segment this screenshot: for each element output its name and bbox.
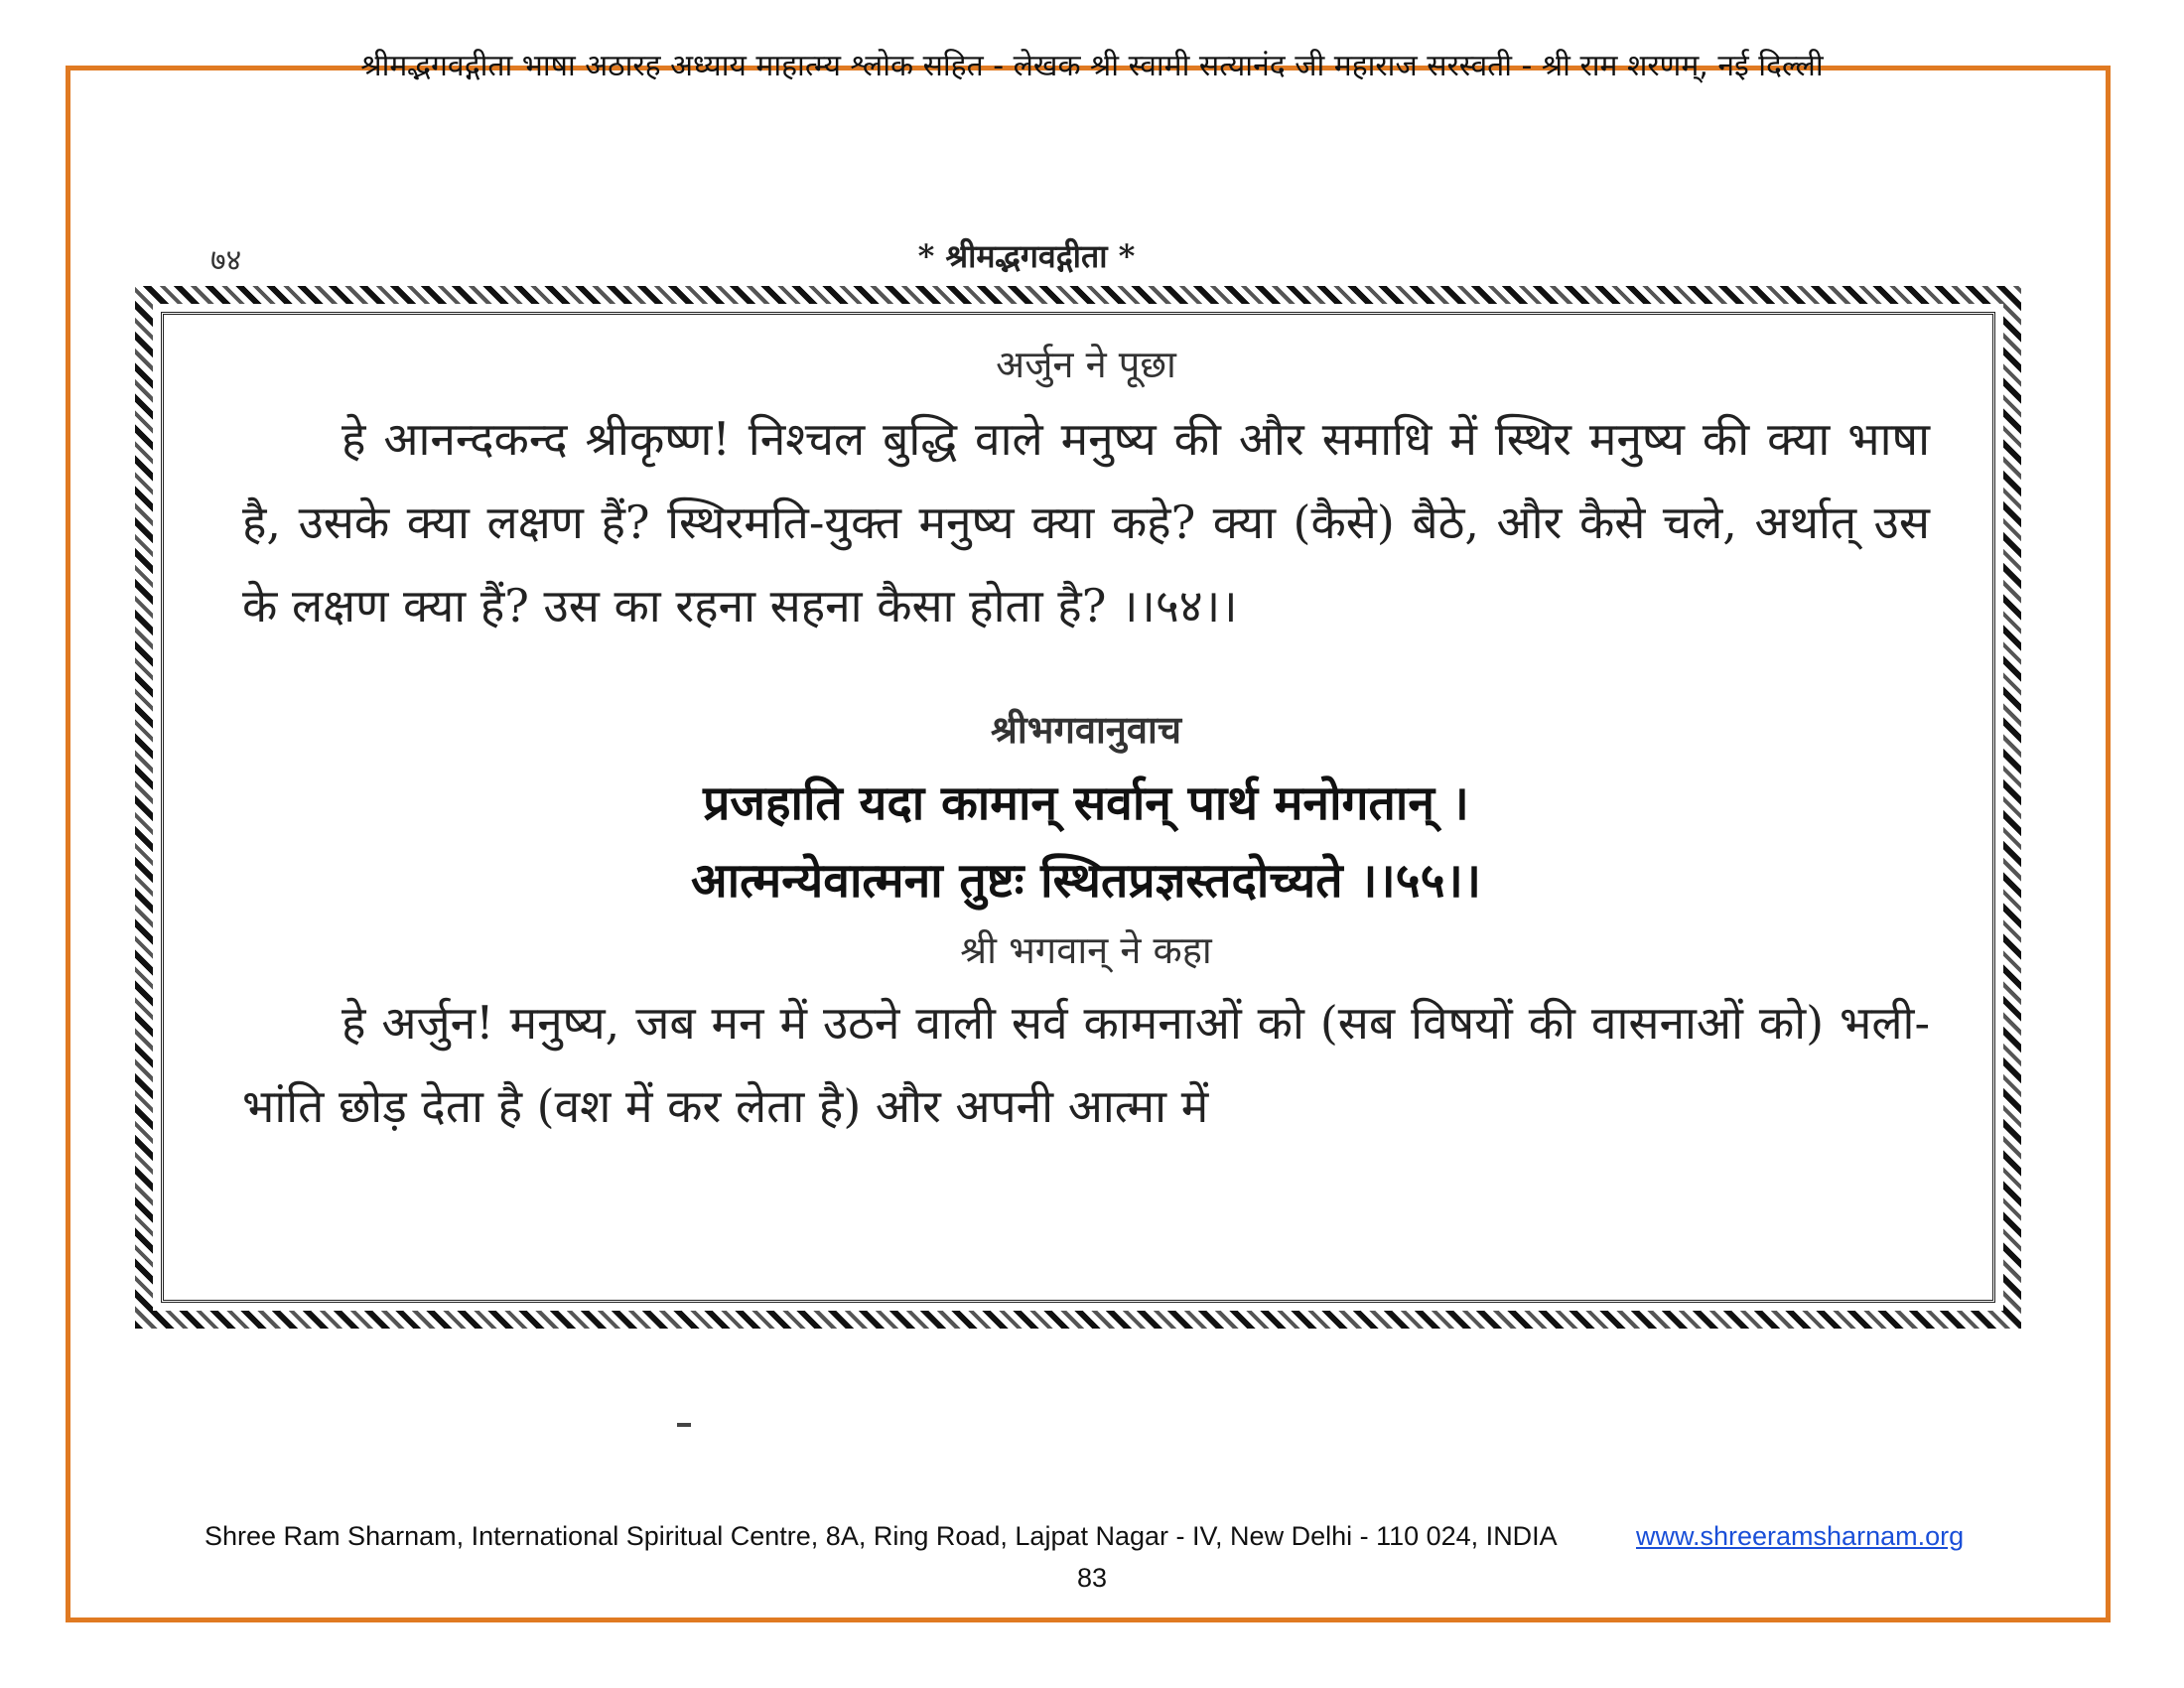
document-header: श्रीमद्भगवद्गीता भाषा अठारह अध्याय माहात्म्य श्लोक सहित - लेखक श्री स्वामी सत्यानंद जी महाराज सरस्वती - श्री राम शरणम्, नई दिल्ली [360, 49, 1824, 83]
scan-content [242, 328, 1930, 1148]
verse-line-2: आत्मन्येवात्मना तुष्टः स्थितप्रज्ञस्तदोच्यते ।।५५।। [691, 853, 1481, 909]
arjuna-question: हे आनन्दकन्द श्रीकृष्ण! निश्चल बुद्धि वाले मनुष्य की और समाधि में स्थिर मनुष्य की क्या भाषा है, उसके क्या लक्षण हैं? स्थिरमति-युक्त मनुष्य क्या कहे? क्या (कैसे) बैठे, और कैसे चले, अर्थात् उस के लक्षण क्या हैं? उस का रहना सहना कैसा होता है? ।।५४।। [242, 412, 1930, 633]
footer-address: Shree Ram Sharnam, International Spiritual Centre, 8A, Ring Road, Lajpat Nagar - IV, New Delhi - 110 024, INDIA [205, 1521, 1558, 1551]
scan-page-number: ७४ [210, 243, 242, 278]
scanned-page [64, 149, 1989, 1430]
verse-line-1: प्रजहाति यदा कामान् सर्वान् पार्थ मनोगतान् । [703, 775, 1469, 831]
arjuna-heading: अर्जुन ने पूछा [996, 343, 1176, 386]
bhagavan-heading: श्रीभगवानुवाच [990, 707, 1181, 752]
footer-page-number: 83 [1076, 1563, 1108, 1593]
website-link[interactable]: www.shreeramsharnam.org [1636, 1521, 1965, 1551]
book-title: * श्रीमद्भगवद्गीता * [917, 237, 1136, 275]
translation-heading: श्री भगवान् ने कहा [960, 928, 1212, 972]
translation-text: हे अर्जुन! मनुष्य, जब मन में उठने वाली सर्व कामनाओं को (सब विषयों की वासनाओं को) भली-भांति छोड़ देता है (वश में कर लेता है) और अपनी आत्मा में [242, 996, 1930, 1133]
scan-mark [677, 1423, 691, 1427]
